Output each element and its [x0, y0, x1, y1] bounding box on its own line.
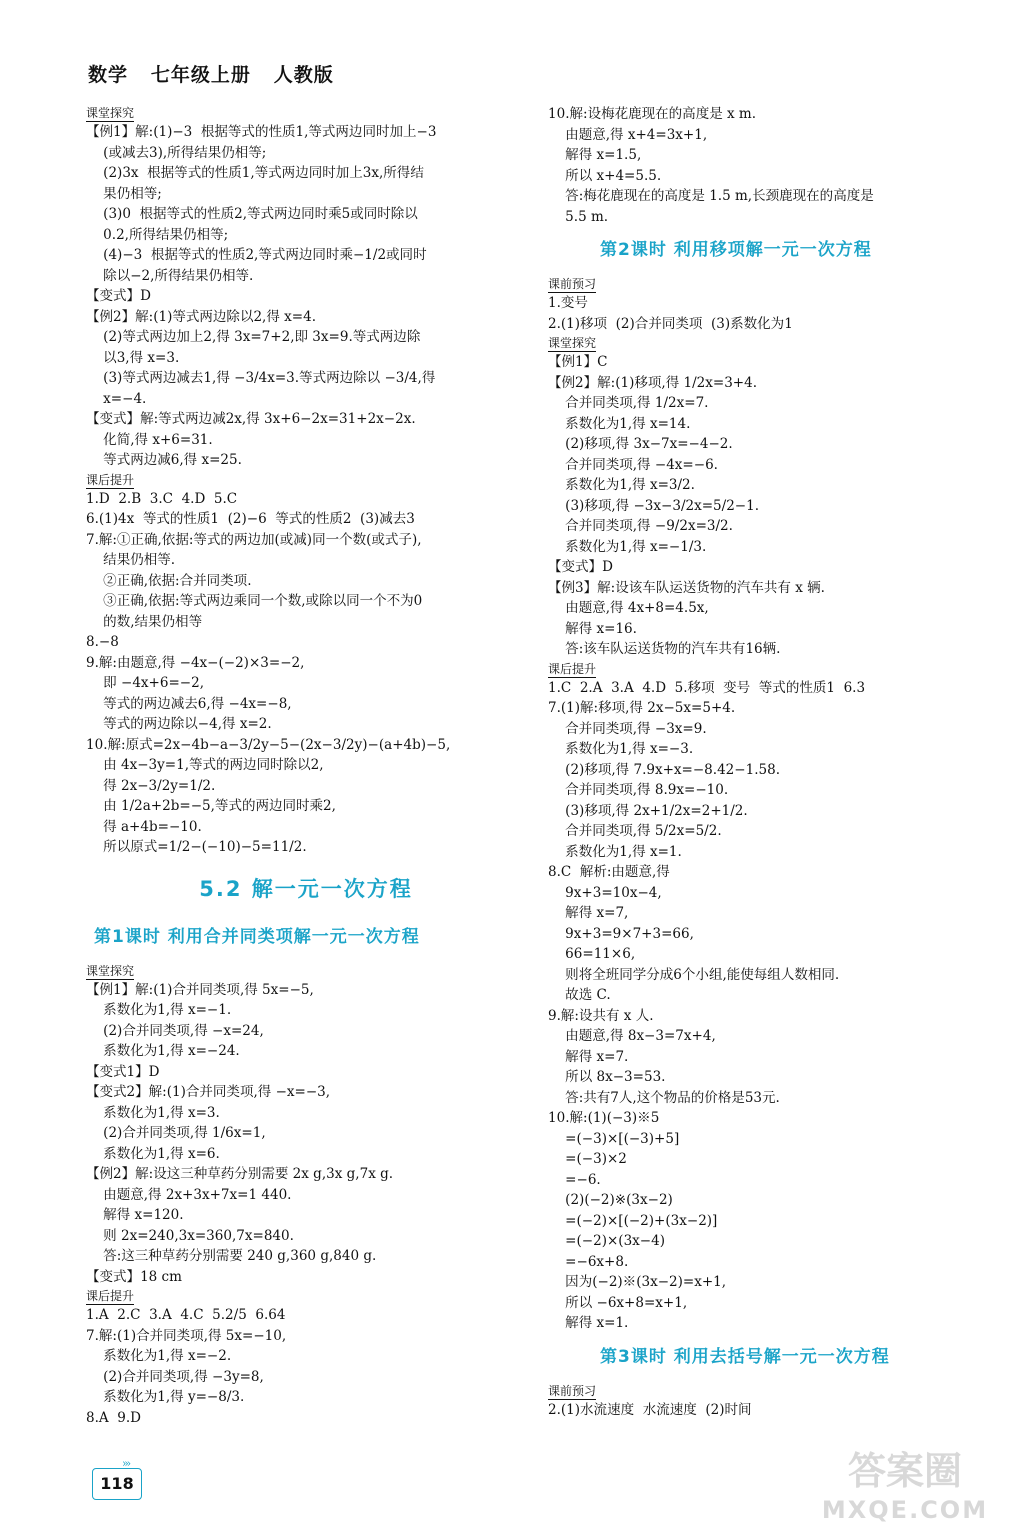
answer-line: 所以 x+4=5.5.	[548, 167, 662, 184]
answer-line: 8.−8	[86, 634, 119, 650]
answer-line: 故选 C.	[548, 987, 611, 1003]
section-label: 课堂探究	[548, 336, 597, 350]
answer-line: 1.D 2.B 3.C 4.D 5.C	[86, 490, 238, 507]
answer-line: 合并同类项,得 8.9x=−10.	[548, 782, 729, 798]
answer-line: (2)合并同类项,得 −3y=8,	[86, 1368, 264, 1385]
answer-line: 等式的两边除以−4,得 x=2.	[86, 716, 272, 732]
answer-line: 9.解:由题意,得 −4x−(−2)×3=−2,	[86, 654, 305, 671]
answer-line: 所以 −6x+8=x+1,	[548, 1294, 688, 1311]
answer-line: 以3,得 x=3.	[86, 349, 180, 366]
answer-line: 答:梅花鹿现在的高度是 1.5 m,长颈鹿现在的高度是	[548, 188, 874, 204]
answer-line: 1.C 2.A 3.A 4.D 5.移项 变号 等式的性质1 6.3	[548, 679, 866, 696]
answer-line: =−6.	[548, 1171, 601, 1188]
answer-line: 7.解:(1)合并同类项,得 5x=−10,	[86, 1327, 287, 1344]
answer-line: 因为(−2)※(3x−2)=x+1,	[548, 1274, 727, 1290]
answer-line: 系数化为1,得 x=3/2.	[548, 477, 695, 493]
answer-line: (3)等式两边减去1,得 −3/4x=3.等式两边除以 −3/4,得	[86, 370, 436, 386]
answer-line: 解得 x=120.	[86, 1207, 184, 1223]
answer-line: 系数化为1,得 x=3.	[86, 1104, 220, 1121]
answer-line: 由题意,得 4x+8=4.5x,	[548, 600, 709, 616]
answer-line: 系数化为1,得 x=−1/3.	[548, 538, 707, 555]
answer-line: 【变式】D	[548, 559, 613, 575]
answer-block	[86, 122, 526, 471]
answer-line: 解得 x=1.5,	[548, 147, 642, 163]
answer-line: 【变式2】解:(1)合并同类项,得 −x=−3,	[86, 1084, 331, 1100]
answer-block	[548, 678, 988, 1334]
answer-line: 果仍相等;	[86, 185, 162, 202]
answer-line: 答:该车队运送货物的汽车共有16辆.	[548, 641, 781, 657]
section-label: 课堂探究	[86, 963, 135, 978]
answer-line: 系数化为1,得 x=−2.	[86, 1348, 232, 1364]
right-column	[548, 104, 988, 1420]
answer-line: =(−2)×[(−2)+(3x−2)]	[548, 1212, 718, 1229]
answer-line: 由 4x−3y=1,等式的两边同时除以2,	[86, 757, 324, 773]
answer-line: 2.(1)水流速度 水流速度 (2)时间	[548, 1401, 752, 1418]
answer-line: 10.解:设梅花鹿现在的高度是 x m.	[548, 106, 757, 122]
page-number: 118	[92, 1468, 142, 1500]
answer-line: 10.解:(1)(−3)※5	[548, 1110, 660, 1126]
answer-line: 合并同类项,得 −9/2x=3/2.	[548, 518, 733, 534]
answer-line: 化简,得 x+6=31.	[86, 431, 213, 448]
answer-line: 的数,结果仍相等	[86, 613, 203, 630]
lesson-heading: 第3课时 利用去括号解一元一次方程	[600, 1346, 890, 1367]
answer-line: 【例1】解:(1)−3 根据等式的性质1,等式两边同时加上−3	[86, 124, 437, 140]
answer-line: (2)移项,得 3x−7x=−4−2.	[548, 436, 733, 452]
answer-line: 系数化为1,得 x=1.	[548, 843, 682, 860]
answer-line: 【例1】解:(1)合并同类项,得 5x=−5,	[86, 981, 314, 998]
answer-line: (2)(−2)※(3x−2)	[548, 1192, 673, 1208]
answer-line: 系数化为1,得 x=6.	[86, 1145, 220, 1162]
section-label: 课后提升	[86, 1289, 135, 1303]
answer-line: 9x+3=10x−4,	[548, 884, 662, 901]
answer-block	[86, 489, 526, 858]
answer-line: 合并同类项,得 −4x=−6.	[548, 456, 718, 473]
answer-line: 系数化为1,得 x=−1.	[86, 1002, 232, 1018]
lesson-heading: 第1课时 利用合并同类项解一元一次方程	[94, 926, 420, 947]
answer-line: (或减去3),所得结果仍相等;	[86, 144, 267, 161]
answer-line: (2)3x 根据等式的性质1,等式两边同时加上3x,所得结	[86, 165, 424, 181]
answer-line: ②正确,依据:合并同类项.	[86, 572, 252, 589]
answer-line: 系数化为1,得 x=−3.	[548, 741, 694, 757]
page-header: 数学 七年级上册 人教版	[88, 64, 334, 86]
answer-line: (3)0 根据等式的性质2,等式两边同时乘5或同时除以	[86, 206, 418, 222]
answer-line: 由题意,得 8x−3=7x+4,	[548, 1028, 716, 1044]
answer-line: 系数化为1,得 x=−24.	[86, 1043, 240, 1059]
answer-line: 等式两边减6,得 x=25.	[86, 452, 242, 468]
answer-line: 等式的两边减去6,得 −4x=−8,	[86, 695, 292, 712]
answer-line: 由题意,得 x+4=3x+1,	[548, 126, 708, 143]
answer-line: 9.解:设共有 x 人.	[548, 1007, 654, 1024]
answer-line: =−6x+8.	[548, 1253, 629, 1270]
answer-line: 得 2x−3/2y=1/2.	[86, 777, 216, 794]
section-label: 课前预习	[548, 277, 597, 291]
section-heading: 5.2 解一元一次方程	[199, 876, 413, 901]
answer-line: 【变式1】D	[86, 1063, 160, 1080]
answer-line: (2)移项,得 7.9x+x=−8.42−1.58.	[548, 761, 780, 778]
answer-line: =(−3)×2	[548, 1151, 627, 1167]
answer-line: 系数化为1,得 x=14.	[548, 415, 691, 432]
answer-line: 【变式】18 cm	[86, 1268, 182, 1285]
answer-block	[548, 1400, 988, 1421]
section-label: 课后提升	[548, 661, 597, 676]
answer-line: 所以 8x−3=53.	[548, 1069, 666, 1085]
answer-line: 合并同类项,得 1/2x=7.	[548, 395, 709, 411]
section-label: 课堂探究	[86, 106, 135, 120]
answer-line: 答:这三种草药分别需要 240 g,360 g,840 g.	[86, 1248, 377, 1264]
answer-line: 【变式】D	[86, 288, 151, 304]
answer-line: (3)移项,得 2x+1/2x=2+1/2.	[548, 802, 748, 819]
page-arrows-icon: ›››	[122, 1457, 130, 1470]
answer-line: 9x+3=9×7+3=66,	[548, 925, 694, 942]
answer-line: 即 −4x+6=−2,	[86, 675, 205, 691]
answer-line: 所以原式=1/2−(−10)−5=11/2.	[86, 839, 307, 855]
left-column	[86, 104, 526, 1428]
answer-line: 【例2】解:(1)移项,得 1/2x=3+4.	[548, 374, 758, 391]
answer-line: 合并同类项,得 −3x=9.	[548, 720, 707, 737]
answer-line: 10.解:原式=2x−4b−a−3/2y−5−(2x−3/2y)−(a+4b)−5,	[86, 736, 451, 753]
answer-line: 解得 x=1.	[548, 1315, 629, 1331]
answer-line: 【变式】解:等式两边减2x,得 3x+6−2x=31+2x−2x.	[86, 411, 416, 427]
answer-line: 答:共有7人,这个物品的价格是53元.	[548, 1089, 780, 1106]
answer-line: 【例1】C	[548, 354, 608, 370]
answer-line: 得 a+4b=−10.	[86, 818, 202, 835]
answer-block	[548, 352, 988, 660]
svg-text:MXQE.COM: MXQE.COM	[821, 1496, 989, 1524]
answer-block	[548, 293, 988, 334]
answer-line: 则将全班同学分成6个小组,能使每组人数相同.	[548, 966, 840, 983]
answer-line: 由题意,得 2x+3x+7x=1 440.	[86, 1186, 292, 1203]
answer-line: 解得 x=7,	[548, 905, 629, 921]
answer-line: 2.(1)移项 (2)合并同类项 (3)系数化为1	[548, 315, 793, 332]
lesson-heading: 第2课时 利用移项解一元一次方程	[600, 240, 872, 260]
answer-line: (4)−3 根据等式的性质2,等式两边同时乘−1/2或同时	[86, 247, 427, 263]
answer-line: ③正确,依据:等式两边乘同一个数,或除以同一个不为0	[86, 593, 423, 609]
answer-line: 系数化为1,得 y=−8/3.	[86, 1389, 245, 1405]
answer-line: 则 2x=240,3x=360,7x=840.	[86, 1227, 294, 1244]
answer-line: 【例2】解:(1)等式两边除以2,得 x=4.	[86, 308, 317, 325]
section-label: 课前预习	[548, 1383, 597, 1398]
answer-line: 除以−2,所得结果仍相等.	[86, 267, 254, 284]
answer-line: (3)移项,得 −3x−3/2x=5/2−1.	[548, 497, 760, 514]
answer-line: 6.(1)4x 等式的性质1 (2)−6 等式的性质2 (3)减去3	[86, 511, 415, 527]
answer-line: 7.(1)解:移项,得 2x−5x=5+4.	[548, 700, 736, 716]
answer-line: 1.变号	[548, 295, 588, 311]
answer-line: 66=11×6,	[548, 946, 636, 962]
answer-line: 0.2,所得结果仍相等;	[86, 226, 229, 243]
answer-line: =(−2)×(3x−4)	[548, 1233, 665, 1249]
svg-text:答案圈: 答案圈	[847, 1449, 963, 1493]
answer-line: (2)合并同类项,得 1/6x=1,	[86, 1125, 266, 1141]
answer-line: 【例3】解:设该车队运送货物的汽车共有 x 辆.	[548, 579, 825, 596]
answer-line: 解得 x=7.	[548, 1048, 629, 1065]
answer-line: 【例2】解:设这三种草药分别需要 2x g,3x g,7x g.	[86, 1166, 394, 1182]
watermark-logo-icon	[800, 1440, 1010, 1526]
answer-line: 结果仍相等.	[86, 552, 176, 568]
answer-line: 5.5 m.	[548, 208, 609, 225]
section-label: 课后提升	[86, 472, 135, 487]
answer-line: 由 1/2a+2b=−5,等式的两边同时乘2,	[86, 798, 336, 814]
answer-block	[86, 980, 526, 1288]
answer-line: 解得 x=16.	[548, 620, 637, 637]
answer-line: x=−4.	[86, 390, 147, 407]
answer-block	[86, 1305, 526, 1428]
answer-line: 7.解:①正确,依据:等式的两边加(或减)同一个数(或式子),	[86, 531, 422, 548]
answer-line: (2)合并同类项,得 −x=24,	[86, 1022, 264, 1039]
answer-block	[548, 104, 988, 227]
answer-line: 1.A 2.C 3.A 4.C 5.2/5 6.64	[86, 1307, 286, 1323]
answer-line: 8.A 9.D	[86, 1409, 141, 1426]
answer-line: 合并同类项,得 5/2x=5/2.	[548, 823, 722, 839]
answer-line: =(−3)×[(−3)+5]	[548, 1130, 680, 1147]
answer-line: (2)等式两边加上2,得 3x=7+2,即 3x=9.等式两边除	[86, 329, 421, 345]
answer-line: 8.C 解析:由题意,得	[548, 864, 670, 880]
